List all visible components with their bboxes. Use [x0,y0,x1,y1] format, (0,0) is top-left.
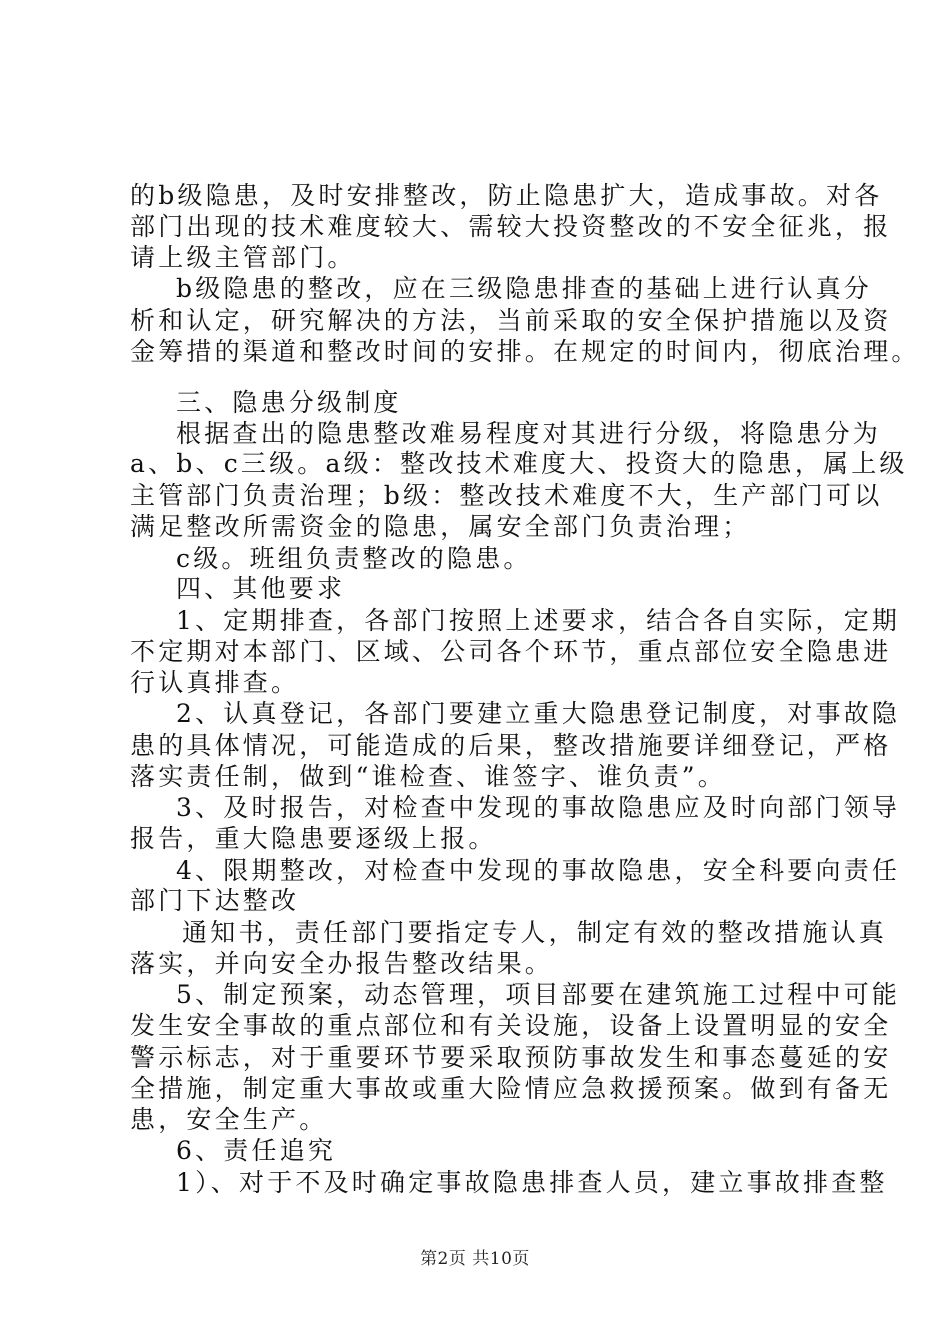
body-line: 1、定期排查，各部门按照上述要求，结合各自实际，定期 [176,606,901,635]
body-line: b级隐患的整改，应在三级隐患排查的基础上进行认真分 [176,274,873,303]
body-line: 患的具体情况，可能造成的后果，整改措施要详细登记，严格 [130,731,892,760]
body-line: 析和认定，研究解决的方法，当前采取的安全保护措施以及资 [130,306,892,335]
body-line: 发生安全事故的重点部位和有关设施，设备上设置明显的安全 [130,1011,892,1040]
body-line: 通知书，责任部门要指定专人，制定有效的整改措施认真 [182,918,888,947]
body-line: 不定期对本部门、区域、公司各个环节，重点部位安全隐患进 [130,637,892,666]
page-number: 第2页 共10页 [420,1249,530,1269]
body-line: 1）、对于不及时确定事故隐患排查人员，建立事故排查整 [176,1168,888,1197]
body-line: 满足整改所需资金的隐患，属安全部门负责治理； [130,512,751,541]
section-heading: 6、责任追究 [176,1136,337,1165]
body-line: 警示标志，对于重要环节要采取预防事故发生和事态蔓延的安 [130,1043,892,1072]
body-line: 全措施，制定重大事故或重大险情应急救援预案。做到有备无 [130,1074,892,1103]
section-heading: 四、其他要求 [176,574,346,603]
body-line: 3、及时报告，对检查中发现的事故隐患应及时向部门领导 [176,793,901,822]
body-line: 5、制定预案，动态管理，项目部要在建筑施工过程中可能 [176,980,901,1009]
body-line: 部门下达整改 [130,886,300,915]
body-line: 主管部门负责治理；b级：整改技术难度不大，生产部门可以 [130,481,883,510]
body-line: 请上级主管部门。 [130,243,356,272]
body-line: 金筹措的渠道和整改时间的安排。在规定的时间内，彻底治理。 [130,337,920,366]
body-line: 落实，并向安全办报告整改结果。 [130,949,554,978]
body-line: 报告，重大隐患要逐级上报。 [130,824,497,853]
body-line: 根据查出的隐患整改难易程度对其进行分级，将隐患分为 [176,419,882,448]
body-line: 4、限期整改，对检查中发现的事故隐患，安全科要向责任 [176,856,901,885]
body-line: 患，安全生产。 [130,1105,328,1134]
body-line: 落实责任制，做到“谁检查、谁签字、谁负责”。 [130,762,726,791]
section-heading: 三、隐患分级制度 [176,388,402,417]
body-line: c级。班组负责整改的隐患。 [176,544,532,573]
body-line: 部门出现的技术难度较大、需较大投资整改的不安全征兆，报 [130,212,892,241]
body-line: a、b、c三级。a级：整改技术难度大、投资大的隐患，属上级 [130,449,908,478]
body-line: 行认真排查。 [130,668,300,697]
body-line: 2、认真登记，各部门要建立重大隐患登记制度，对事故隐 [176,699,901,728]
body-line: 的b级隐患，及时安排整改，防止隐患扩大，造成事故。对各 [130,181,883,210]
